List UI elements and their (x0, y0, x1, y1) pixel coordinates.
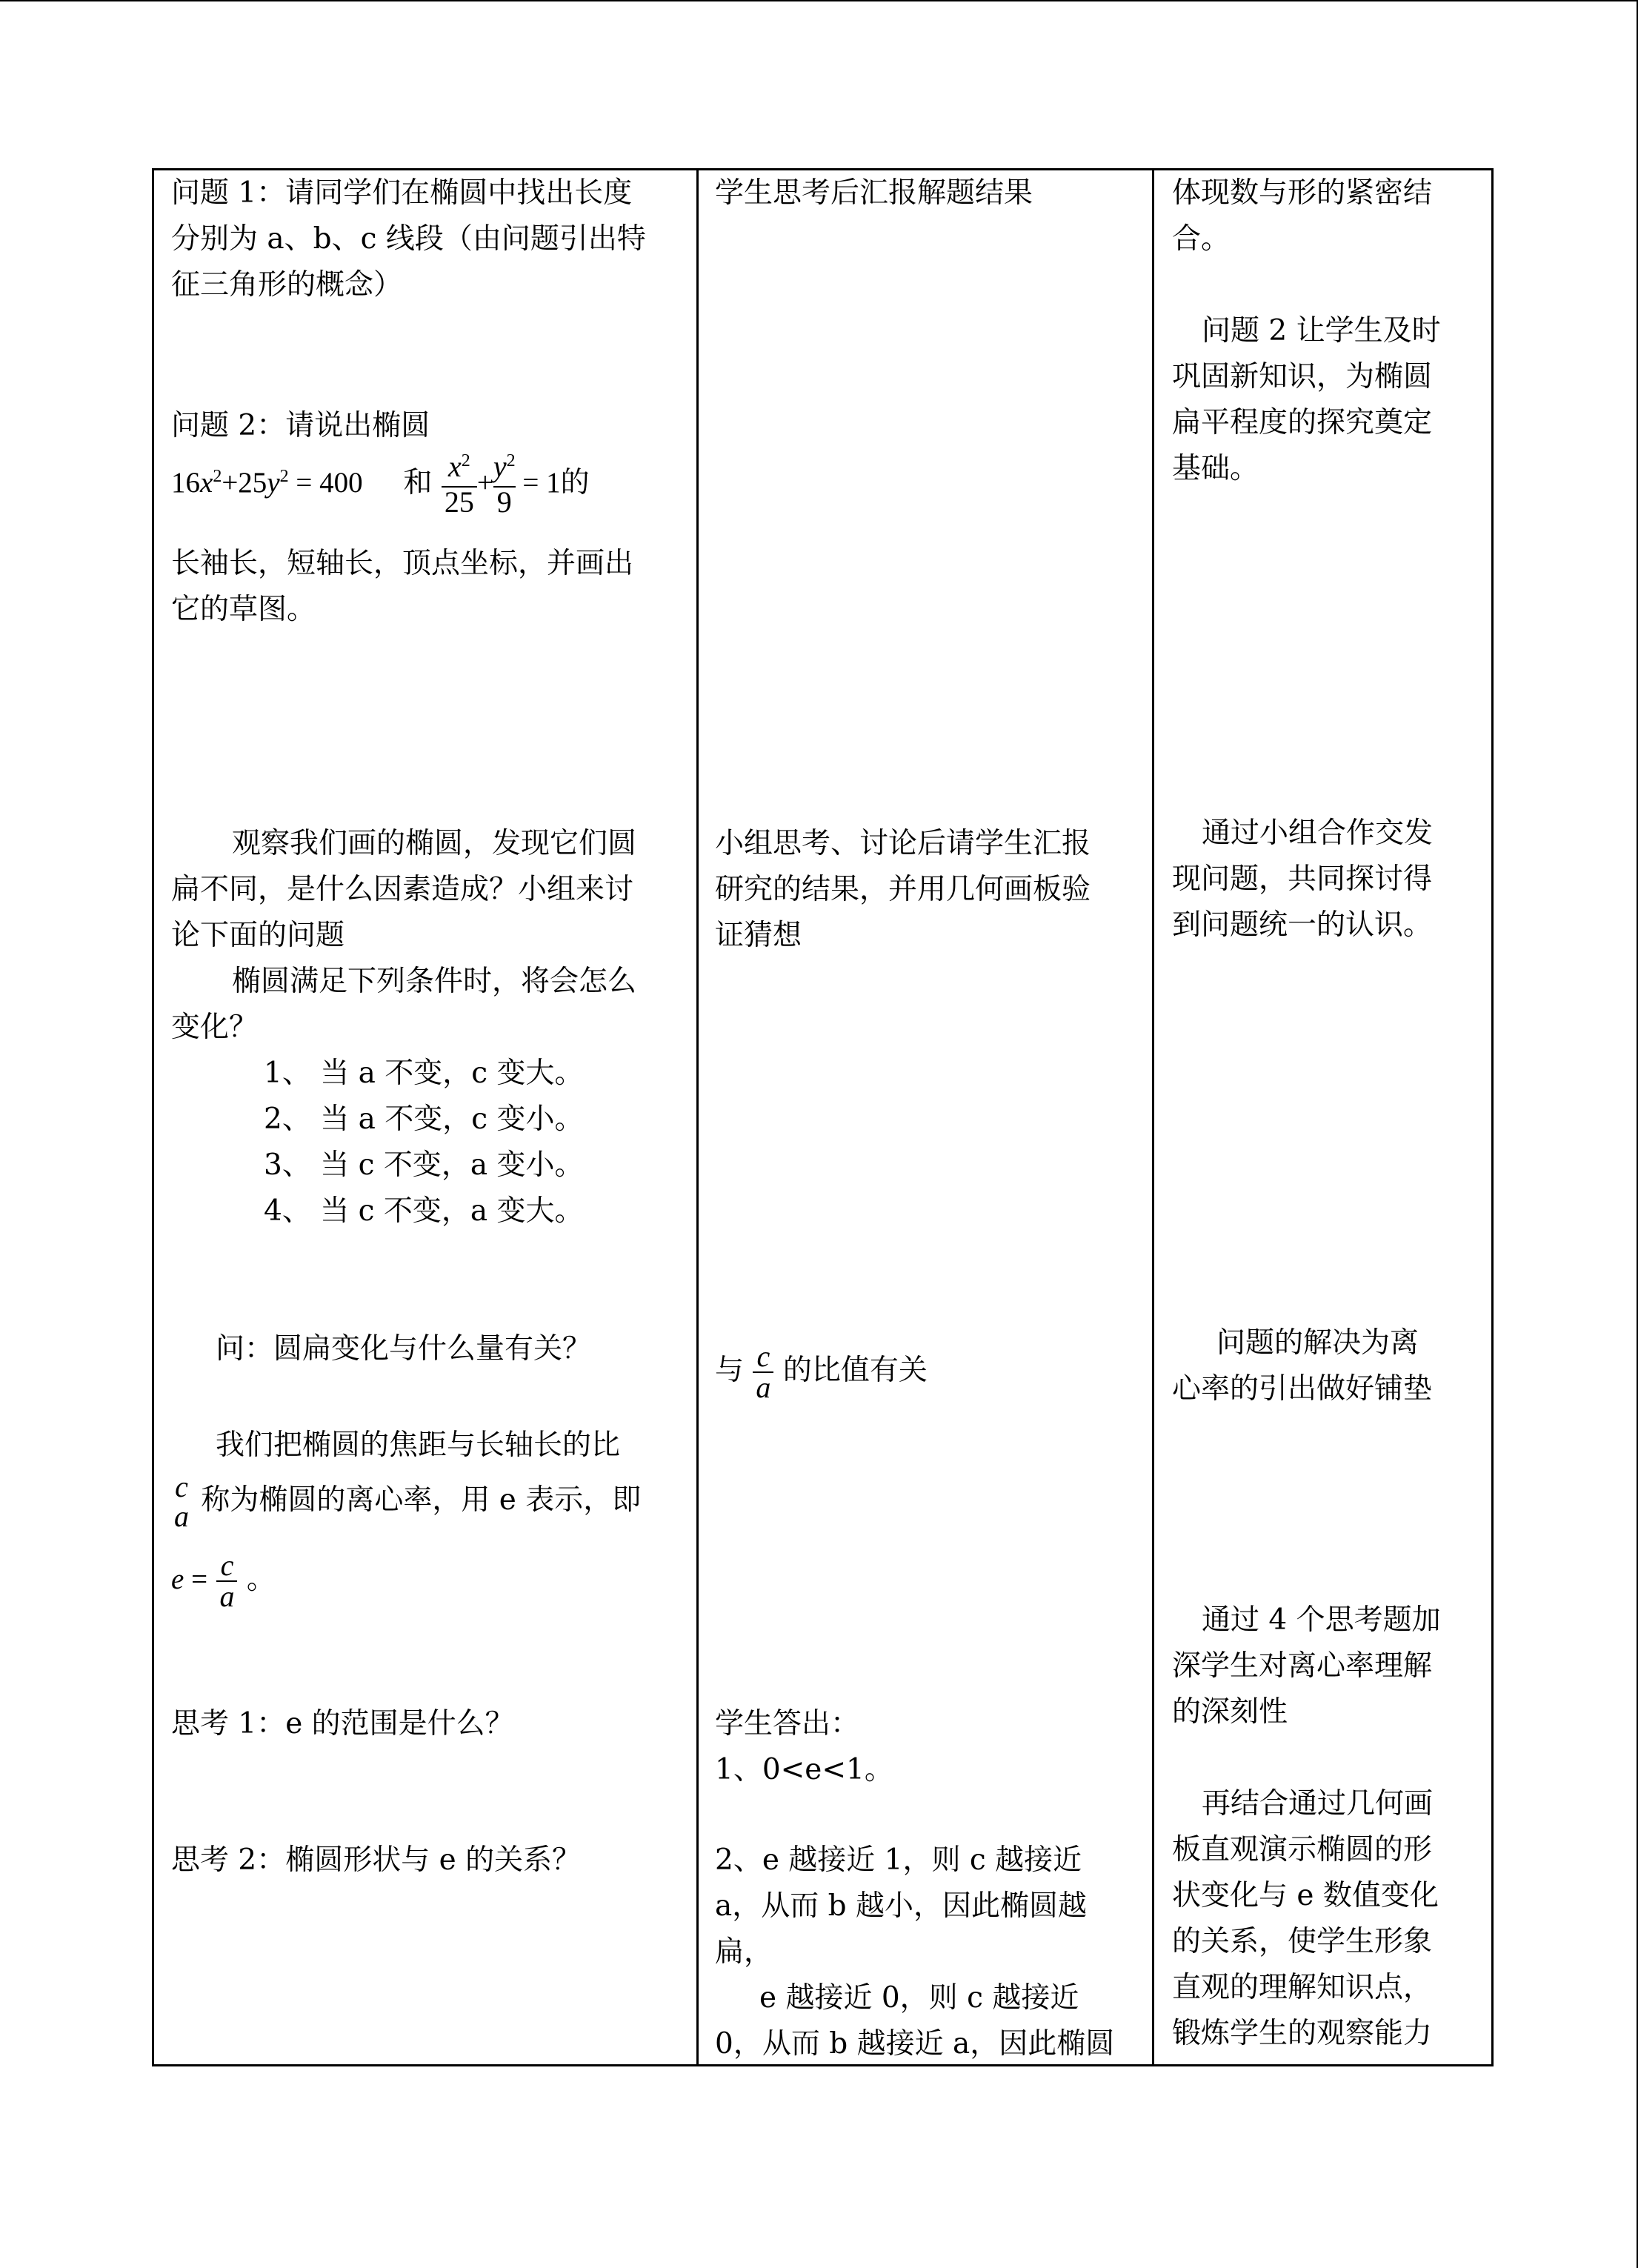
condition-item-3: 3、 当 c 不变，a 变小。 (264, 1148, 584, 1182)
question-2-intro: 问题 2：请说出椭圆 (171, 409, 430, 442)
question-1-line-1: 问题 1：请同学们在椭圆中找出长度 (171, 176, 633, 210)
think-1: 思考 1：e 的范围是什么？ (171, 1707, 514, 1740)
intent-6-line-6: 锻炼学生的观察能力 (1172, 2017, 1433, 2050)
question-1-line-2: 分别为 a、b、c 线段（由问题引出特 (171, 222, 646, 256)
observe-line-1: 观察我们画的椭圆，发现它们圆 (232, 827, 637, 860)
intent-6-line-2: 板直观演示椭圆的形 (1172, 1833, 1433, 1866)
fraction-c-over-a: c a (174, 1470, 189, 1533)
equation-16x2-25y2: $16x^2+25y^2 = 400$ (171, 467, 363, 499)
condition-item-4: 4、 当 c 不变，a 变大。 (264, 1194, 584, 1228)
answer-heading: 学生答出： (715, 1707, 860, 1740)
fraction-x2-over-25: $\frac{x^2}{25}$ (442, 452, 477, 517)
student-report: 学生思考后汇报解题结果 (715, 176, 1033, 210)
definition-line-3: e = $\frac{c}{a}$ 。 (171, 1549, 276, 1613)
condition-line-1: 椭圆满足下列条件时，将会怎么 (232, 965, 637, 998)
lesson-plan-table (152, 168, 1494, 2066)
column-student-activity (699, 170, 1152, 2064)
fraction-c-over-a-ratio: $\frac{c}{a}$ (753, 1342, 773, 1403)
intent-4-line-1: 问题的解决为离 (1216, 1326, 1419, 1360)
answer-3-line-1: e 越接近 0，则 c 越接近 (759, 1981, 1079, 2015)
intent-2-line-4: 基础。 (1172, 452, 1259, 485)
answer-2-line-3: 扁， (715, 1935, 773, 1969)
intent-6-line-4: 的关系，使学生形象 (1172, 1925, 1433, 1958)
intent-5-line-2: 深学生对离心率理解 (1172, 1649, 1433, 1683)
definition-line-2: c a 称为椭圆的离心率，用 e 表示，即 (171, 1471, 641, 1532)
and-word: 和 (403, 466, 433, 499)
group-line-2: 研究的结果，并用几何画板验 (715, 873, 1091, 906)
intent-2-line-1: 问题 2 让学生及时 (1202, 314, 1441, 347)
observe-line-3: 论下面的问题 (171, 919, 345, 952)
intent-1-line-1: 体现数与形的紧密结 (1172, 176, 1433, 210)
column-design-intent (1154, 170, 1491, 2064)
answer-3-line-2: 0，从而 b 越接近 a，因此椭圆 (715, 2027, 1115, 2061)
intent-5-line-1: 通过 4 个思考题加 (1202, 1603, 1441, 1637)
intent-2-line-2: 巩固新知识，为椭圆 (1172, 360, 1433, 393)
intent-3-line-3: 到问题统一的认识。 (1172, 908, 1433, 942)
ratio-answer: 与 $\frac{c}{a}$ 的比值有关 (715, 1340, 928, 1404)
intent-3-line-1: 通过小组合作交发 (1202, 817, 1434, 850)
fraction-y2-over-9: $\frac{y^2}{9}$ (493, 450, 516, 519)
fraction-e-equals-c-over-a: $\frac{c}{a}$ (216, 1551, 237, 1612)
answer-2-line-1: 2、e 越接近 1，则 c 越接近 (715, 1843, 1082, 1877)
ask-question: 问：圆扁变化与什么量有关？ (216, 1332, 592, 1366)
intent-6-line-3: 状变化与 e 数值变化 (1172, 1879, 1439, 1912)
question-2-line-4: 它的草图。 (171, 593, 316, 626)
think-2: 思考 2：椭圆形状与 e 的关系？ (171, 1843, 582, 1877)
observe-line-2: 扁不同，是什么因素造成？小组来讨 (171, 873, 634, 906)
group-line-1: 小组思考、讨论后请学生汇报 (715, 827, 1091, 860)
condition-item-2: 2、 当 a 不变，c 变小。 (264, 1103, 584, 1136)
condition-item-1: 1、 当 a 不变，c 变大。 (264, 1057, 584, 1090)
group-line-3: 证猜想 (715, 919, 802, 952)
definition-line-1: 我们把椭圆的焦距与长轴长的比 (216, 1429, 621, 1462)
column-teaching-content (154, 170, 696, 2064)
condition-line-2: 变化？ (171, 1011, 259, 1044)
answer-2-line-2: a，从而 b 越小，因此椭圆越 (715, 1889, 1088, 1923)
answer-1: 1、0<e<1。 (715, 1753, 893, 1786)
intent-5-line-3: 的深刻性 (1172, 1695, 1288, 1729)
intent-4-line-2: 心率的引出做好铺垫 (1172, 1372, 1433, 1406)
intent-1-line-2: 合。 (1172, 222, 1231, 256)
intent-2-line-3: 扁平程度的探究奠定 (1172, 406, 1433, 439)
question-2-line-3: 长袖长，短轴长，顶点坐标，并画出 (171, 547, 634, 580)
question-1-line-3: 征三角形的概念） (171, 268, 403, 302)
intent-3-line-2: 现问题，共同探讨得 (1172, 862, 1433, 896)
intent-6-line-5: 直观的理解知识点， (1172, 1971, 1433, 2004)
intent-6-line-1: 再结合通过几何画 (1202, 1787, 1434, 1820)
question-2-equations: $16x^2+25y^2 = 400$ 和 $\frac{x^2}{25}$ + $\frac{y^2}{9}$ = 1的 (171, 450, 590, 519)
